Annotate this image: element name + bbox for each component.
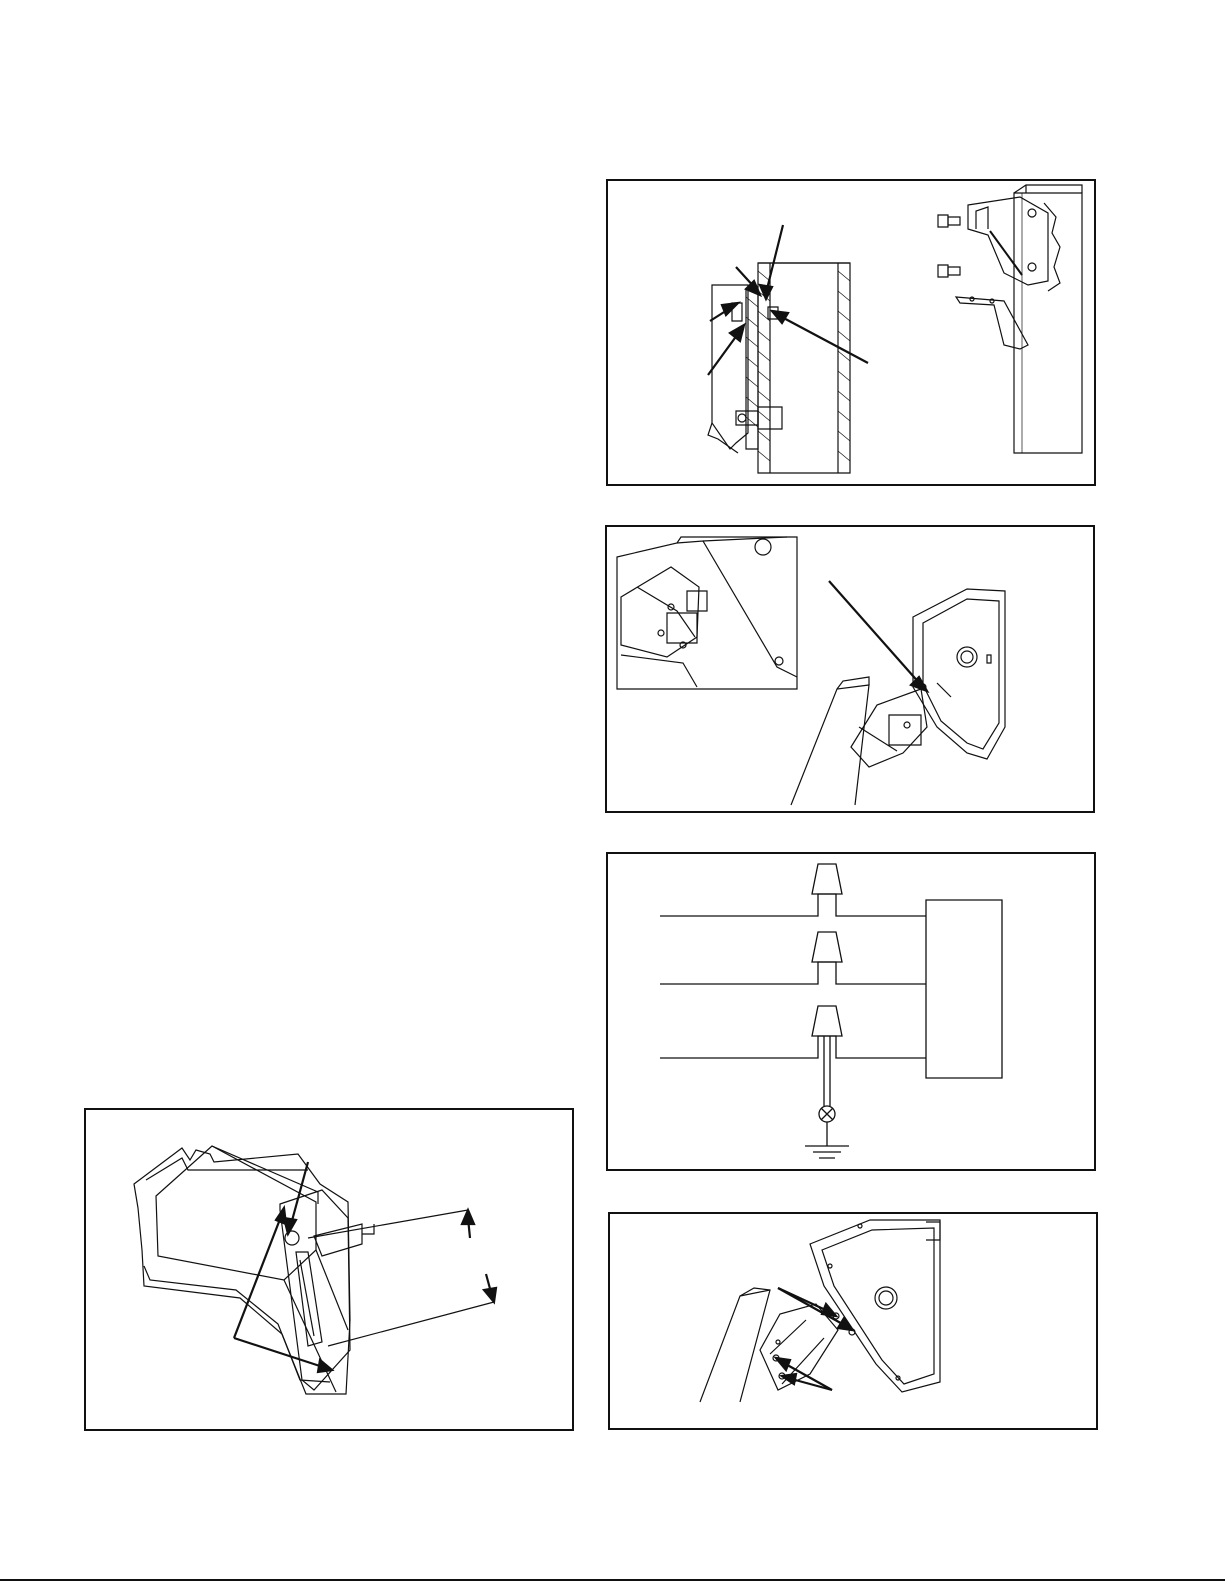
leader-arrow-1 [766,225,783,293]
wire-line-3 [660,1036,926,1058]
bracket-pole-drawing [608,181,1094,484]
figure-fixture-mounting-bolts [608,1212,1098,1430]
figure-wiring-diagram [606,852,1096,1171]
dimension-line-bottom [328,1302,494,1346]
bracket-outline [134,1148,350,1394]
inset-detail [617,537,797,689]
wiring-drawing [608,854,1094,1169]
wire-nut-3 [812,1006,842,1036]
arm-section [791,685,869,805]
bolt-upper [938,215,960,227]
bolt-lower [938,265,960,277]
wire-line-2 [660,962,926,984]
figure-fixture-on-arm [605,525,1095,813]
driver-box [926,900,1002,1078]
bracket-body [156,1146,316,1280]
fixture-bolts-drawing [610,1214,1096,1428]
fixture-housing [913,589,1005,759]
fixture-arm-drawing [607,527,1093,811]
bracket-slot-drawing [86,1110,572,1429]
leader-arrow-upper-b [778,1288,846,1326]
adjustment-slot [296,1252,322,1346]
figure-bracket-pole-mounting [606,179,1096,486]
figure-bracket-slot-adjustment [84,1108,574,1431]
page-footer-rule [0,1579,1225,1581]
fixture-bracket [760,1304,838,1390]
arm-section [700,1288,770,1402]
leader-arrow-pair-b [234,1338,326,1368]
dimension-line-top [308,1210,468,1238]
leader-arrow-pair-a [234,1214,282,1338]
wire-nut-2 [812,932,842,962]
gasket-plate [956,297,1028,349]
fixture-housing [810,1220,940,1392]
leader-arrow-5 [778,315,868,363]
ground-symbol [805,1146,849,1158]
wire-nut-1 [812,864,842,894]
leader-arrow-fixture [829,581,921,685]
wire-line-1 [660,894,926,916]
pole-section [758,263,850,473]
